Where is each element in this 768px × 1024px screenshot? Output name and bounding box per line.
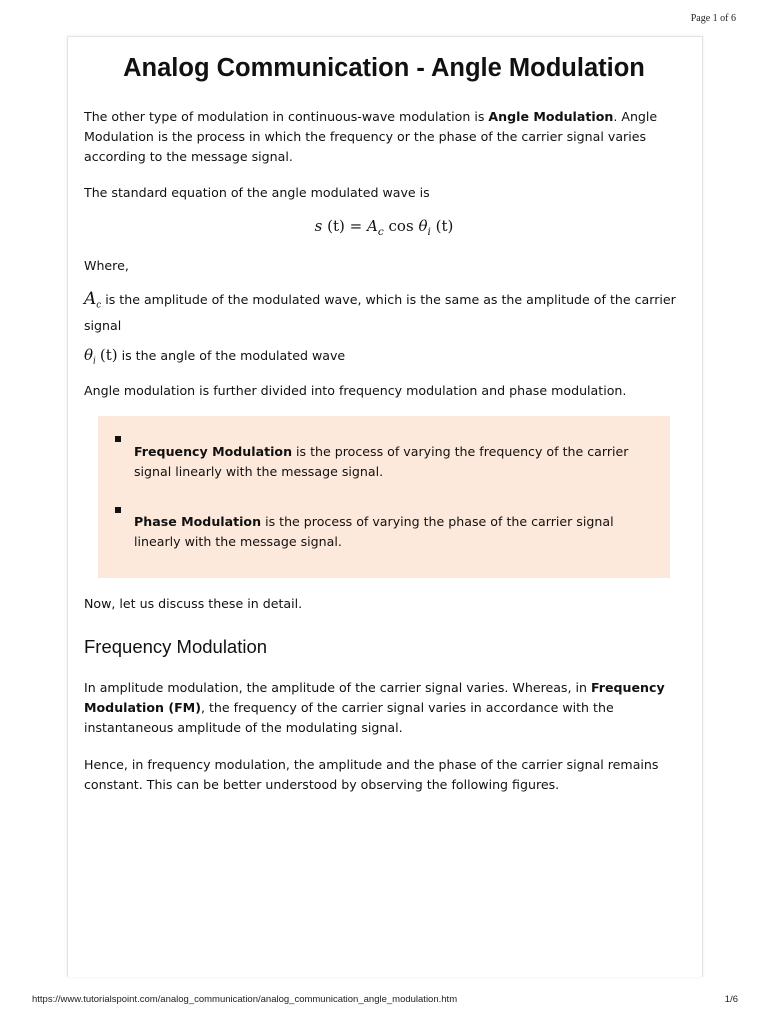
division-paragraph: Angle modulation is further divided into frequency modulation and phase modulation. <box>84 383 627 398</box>
bullet-fm-term: Frequency Modulation <box>134 444 293 459</box>
eq-theta-arg: (t) <box>435 217 454 235</box>
section-heading-frequency-modulation: Frequency Modulation <box>84 636 268 657</box>
def-angle-symbol-sub: i <box>93 356 96 367</box>
intro-text-pre: The other type of modulation in continuous-wave modulation is <box>84 109 489 124</box>
page-header-label: Page 1 of 6 <box>690 13 736 24</box>
fm-text-post: , the frequency of the carrier signal varies in accordance with the instantaneous amplitude of the modulating signal. <box>84 700 614 735</box>
intro-bold-term: Angle Modulation <box>488 109 614 124</box>
fm-paragraph <box>84 678 684 738</box>
def-angle-symbol: θ <box>84 346 94 364</box>
eq-amp-sub: c <box>377 226 384 238</box>
bullet-phase-modulation <box>134 512 664 552</box>
bullet-frequency-modulation <box>134 442 664 482</box>
def-angle-text: is the angle of the modulated wave <box>117 348 346 363</box>
def-angle-arg: (t) <box>99 346 118 364</box>
eq-lhs-arg: (t) <box>327 217 345 235</box>
eq-equals: = <box>349 217 363 235</box>
fm-text-pre: In amplitude modulation, the amplitude of the carrier signal varies. Whereas, in <box>84 680 591 695</box>
where-label: Where, <box>84 258 129 273</box>
def-amp-text: is the amplitude of the modulated wave, which is the same as the amplitude of the carrier signal <box>84 292 676 333</box>
page-title: Analog Communication - Angle Modulation <box>123 54 645 82</box>
bullet-square-icon <box>115 507 121 513</box>
bullet-pm-term: Phase Modulation <box>134 514 262 529</box>
eq-func: cos <box>388 217 414 235</box>
intro-paragraph <box>84 107 684 167</box>
transition-paragraph: Now, let us discuss these in detail. <box>84 596 303 611</box>
eq-theta: θ <box>418 217 428 235</box>
intro-text-post: . Angle Modulation is the process in which the frequency or the phase of the carrier signal varies according to the message signal. <box>84 109 658 164</box>
bullet-fm-text: is the process of varying the frequency of the carrier signal linearly with the message signal. <box>134 444 629 479</box>
eq-lhs: s <box>314 217 323 235</box>
fm-bold-term: Frequency Modulation (FM) <box>84 680 665 715</box>
definition-amplitude <box>84 289 684 336</box>
footer-page-number: 1/6 <box>724 994 738 1005</box>
bullet-square-icon <box>115 436 121 442</box>
modulation-types-box <box>98 416 670 578</box>
eq-amp: A <box>367 217 378 235</box>
equation-intro: The standard equation of the angle modulated wave is <box>84 185 430 200</box>
definition-angle <box>84 345 684 372</box>
def-amp-symbol-sub: c <box>96 300 102 311</box>
bullet-pm-text: is the process of varying the phase of the carrier signal linearly with the message signal. <box>134 514 614 549</box>
angle-modulation-equation <box>0 217 768 238</box>
fm-paragraph-2: Hence, in frequency modulation, the amplitude and the phase of the carrier signal remains constant. This can be better understood by observing the following figures. <box>84 757 659 792</box>
eq-theta-sub: i <box>427 226 431 238</box>
footer-url-link[interactable]: https://www.tutorialspoint.com/analog_communication/analog_communication_angle_modulation.htm <box>32 994 458 1005</box>
def-amp-symbol: A <box>84 289 97 309</box>
